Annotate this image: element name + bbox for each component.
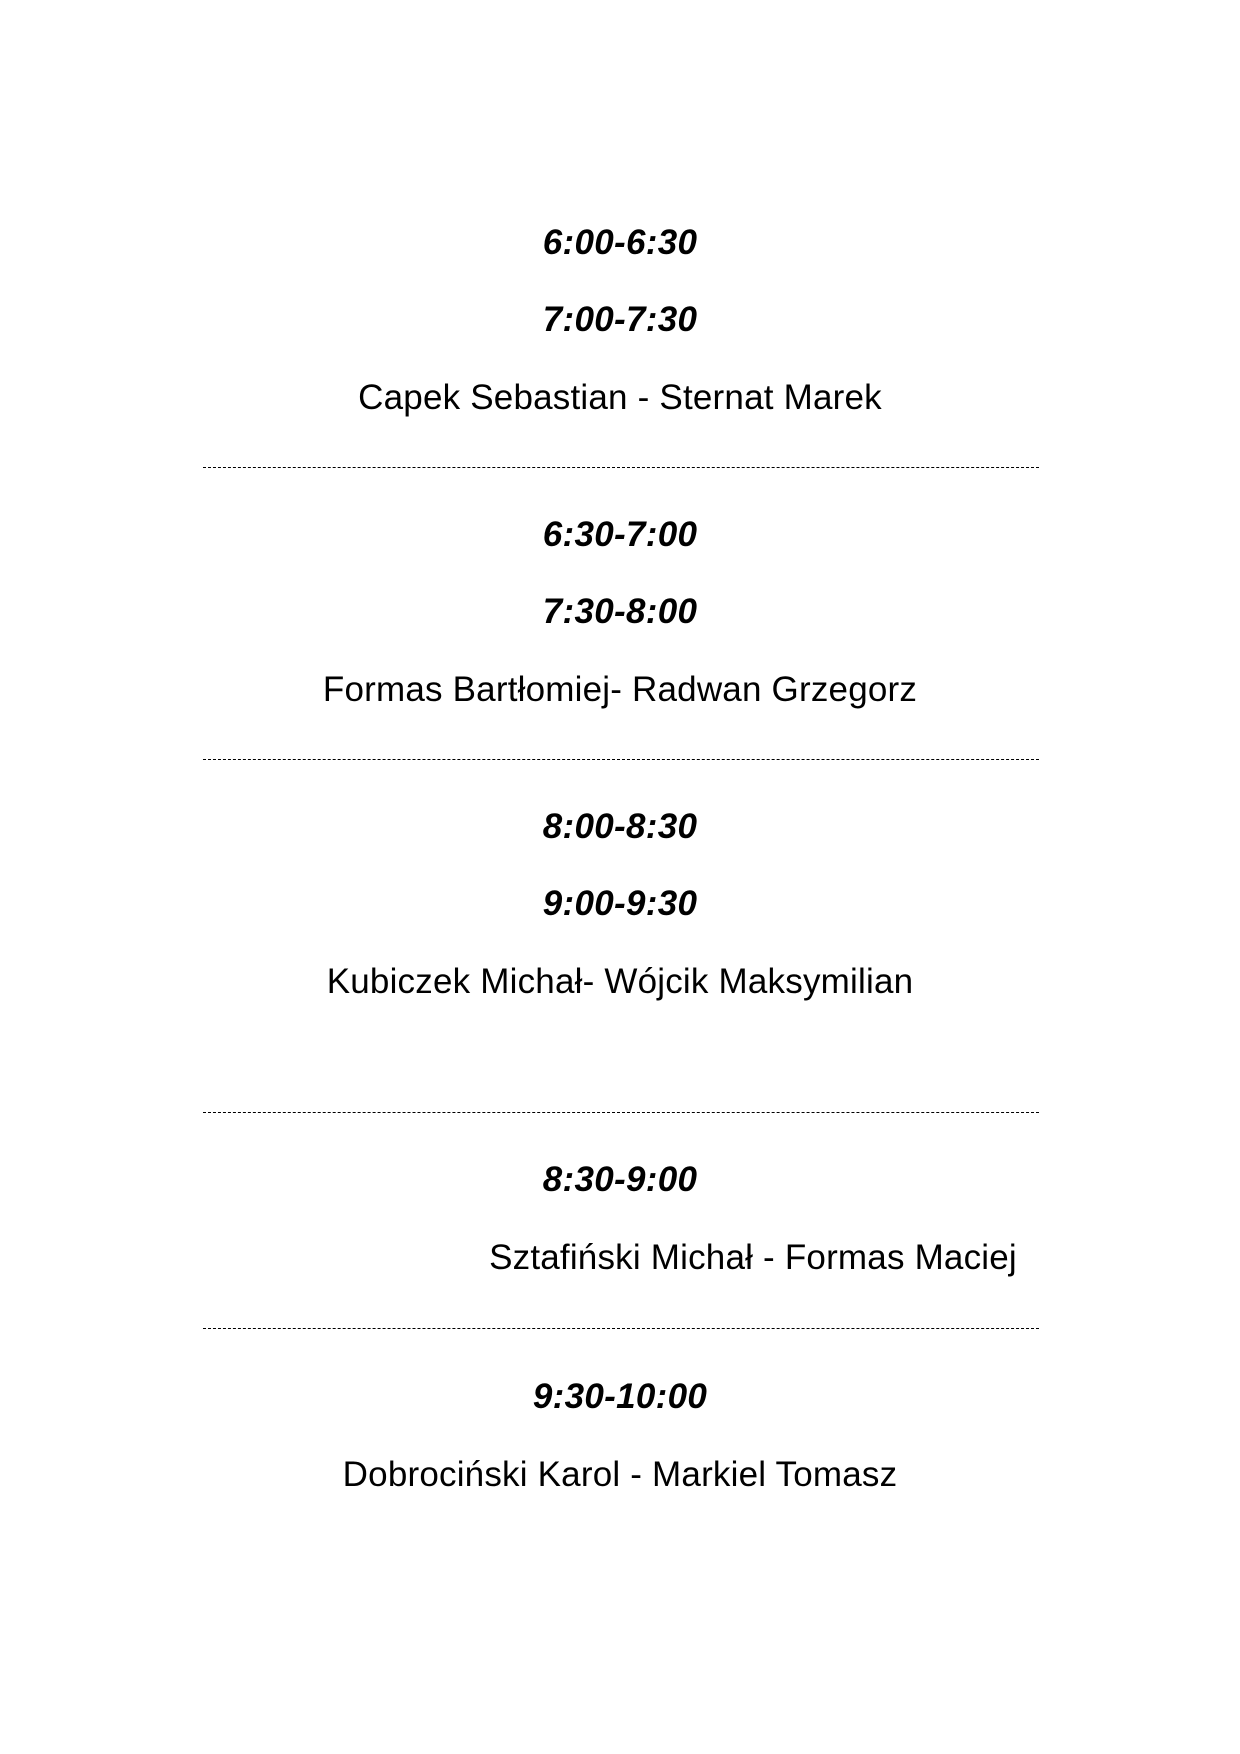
- assigned-names: Capek Sebastian - Sternat Marek: [358, 378, 882, 417]
- dashed-divider: [203, 467, 1039, 468]
- dashed-divider: [203, 1328, 1039, 1329]
- time-slot: 7:30-8:00: [542, 592, 698, 631]
- dashed-divider: [203, 1112, 1039, 1113]
- assigned-names: Kubiczek Michał- Wójcik Maksymilian: [326, 962, 914, 1001]
- time-slot: 9:30-10:00: [532, 1377, 708, 1416]
- assigned-names: Dobrociński Karol - Markiel Tomasz: [342, 1455, 898, 1494]
- time-slot: 8:00-8:30: [542, 807, 698, 846]
- dashed-divider: [203, 759, 1039, 760]
- time-slot: 6:00-6:30: [542, 223, 698, 262]
- time-slot: 6:30-7:00: [542, 515, 698, 554]
- time-slot: 7:00-7:30: [542, 300, 698, 339]
- time-slot: 8:30-9:00: [542, 1160, 698, 1199]
- assigned-names: Formas Bartłomiej- Radwan Grzegorz: [322, 670, 918, 709]
- time-slot: 9:00-9:30: [542, 884, 698, 923]
- assigned-names: Sztafiński Michał - Formas Maciej: [489, 1238, 1017, 1277]
